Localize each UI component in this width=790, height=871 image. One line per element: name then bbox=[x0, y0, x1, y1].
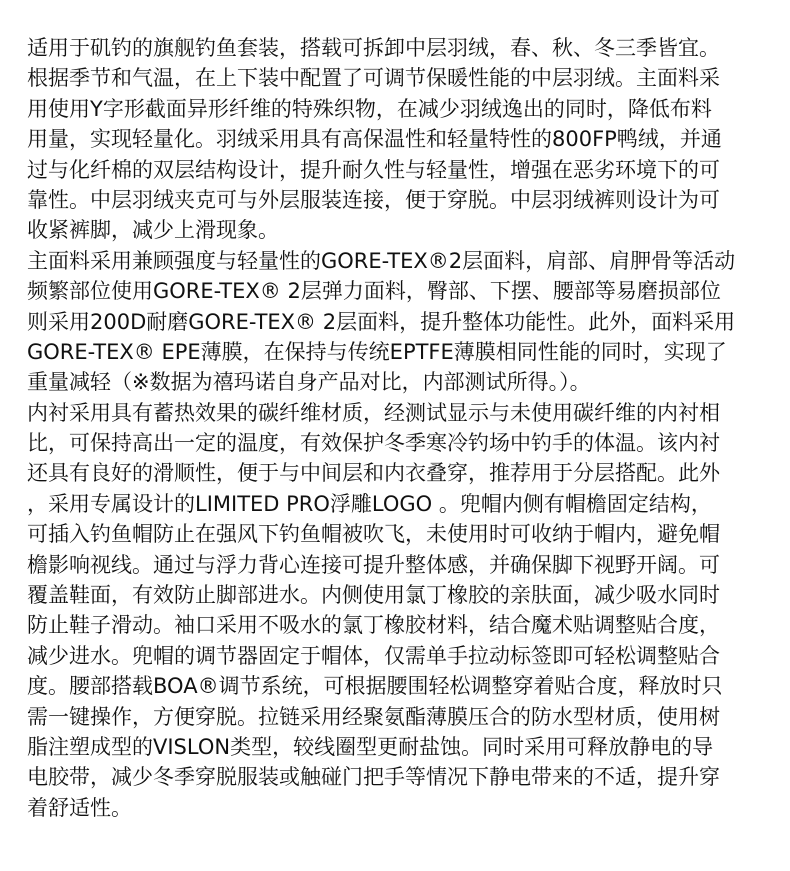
text-line: 防止鞋子滑动。袖口采用不吸水的氯丁橡胶材料，结合魔术贴调整贴合度， bbox=[27, 613, 720, 638]
text-line: 可插入钓鱼帽防止在强风下钓鱼帽被吹飞，未使用时可收纳于帽内，避免帽 bbox=[27, 522, 720, 547]
text-line: 着舒适性。 bbox=[27, 795, 132, 820]
text-line: 檐影响视线。通过与浮力背心连接可提升整体感，并确保脚下视野开阔。可 bbox=[27, 552, 720, 577]
text-line: 根据季节和气温，在上下装中配置了可调节保暖性能的中层羽绒。主面料采 bbox=[27, 66, 720, 91]
text-line: 还具有良好的滑顺性，便于与中间层和内衣叠穿，推荐用于分层搭配。此外 bbox=[27, 461, 720, 486]
text-line: 则采用200D耐磨GORE-TEX® 2层面料，提升整体功能性。此外，面料采用 bbox=[27, 309, 736, 334]
description-text-block bbox=[27, 33, 760, 823]
text-line: 重量减轻（※数据为禧玛诺自身产品对比，内部测试所得。）。 bbox=[27, 370, 591, 395]
text-line: 需一键操作，方便穿脱。拉链采用经聚氨酯薄膜压合的防水型材质，使用树 bbox=[27, 704, 720, 729]
text-line: 适用于矶钓的旗舰钓鱼套装，搭载可拆卸中层羽绒，春、秋、冬三季皆宜。 bbox=[27, 36, 720, 60]
text-line: 脂注塑成型的VISLON类型，较线圈型更耐盐蚀。同时采用可释放静电的导 bbox=[27, 734, 714, 759]
text-line: 度。腰部搭载BOA®调节系统，可根据腰围轻松调整穿着贴合度，释放时只 bbox=[27, 674, 723, 699]
text-line: 用使用Y字形截面异形纤维的特殊织物，在减少羽绒逸出的同时，降低布料 bbox=[27, 96, 712, 121]
text-line: 频繁部位使用GORE-TEX® 2层弹力面料，臀部、下摆、腰部等易磨损部位 bbox=[27, 279, 721, 304]
text-line: GORE-TEX® EPE薄膜，在保持与传统EPTFE薄膜相同性能的同时，实现了 bbox=[27, 339, 727, 364]
text-line: 主面料采用兼顾强度与轻量性的GORE-TEX®2层面料，肩部、肩胛骨等活动 bbox=[27, 248, 736, 273]
text-line: 靠性。中层羽绒夹克可与外层服装连接，便于穿脱。中层羽绒裤则设计为可 bbox=[27, 187, 720, 212]
text-line: 覆盖鞋面，有效防止脚部进水。内侧使用氯丁橡胶的亲肤面，减少吸水同时 bbox=[27, 583, 720, 608]
text-line: 内衬采用具有蓄热效果的碳纤维材质，经测试显示与未使用碳纤维的内衬相 bbox=[27, 400, 720, 425]
text-line: ，采用专属设计的LIMITED PRO浮雕LOGO 。兜帽内侧有帽檐固定结构， bbox=[27, 491, 712, 516]
text-line: 用量，实现轻量化。羽绒采用具有高保温性和轻量特性的800FP鸭绒，并通 bbox=[27, 127, 722, 152]
text-line: 减少进水。兜帽的调节器固定于帽体，仅需单手拉动标签即可轻松调整贴合 bbox=[27, 643, 720, 668]
text-line: 过与化纤棉的双层结构设计，提升耐久性与轻量性，增强在恶劣环境下的可 bbox=[27, 157, 720, 182]
text-line: 比，可保持高出一定的温度，有效保护冬季寒冷钓场中钓手的体温。该内衬 bbox=[27, 431, 720, 456]
text-line: 电胶带，减少冬季穿脱服装或触碰门把手等情况下静电带来的不适，提升穿 bbox=[27, 765, 720, 790]
text-line: 收紧裤脚，减少上滑现象。 bbox=[27, 218, 279, 243]
